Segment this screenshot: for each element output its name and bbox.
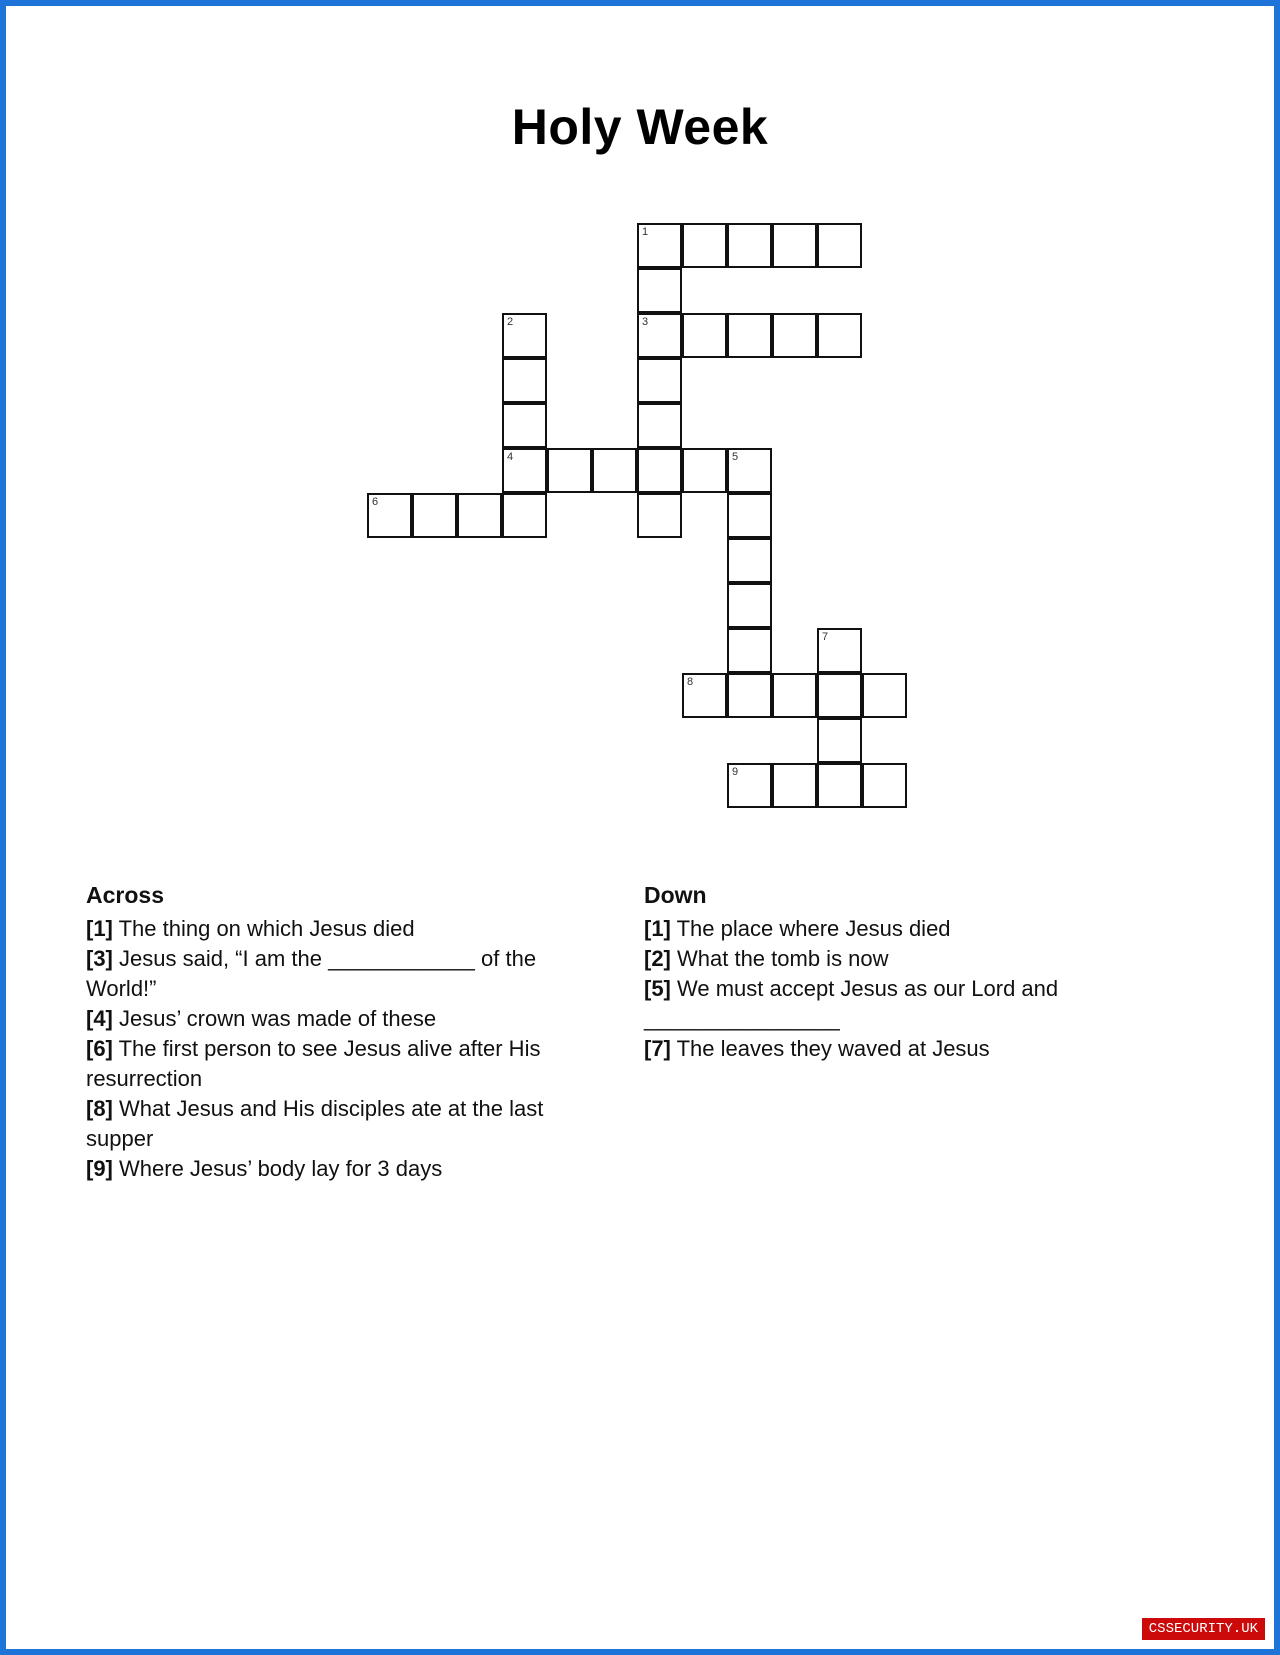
across-clue	[86, 1154, 586, 1184]
watermark: CSSECURITY.UK	[1141, 1617, 1266, 1641]
grid-cell[interactable]	[727, 223, 772, 268]
grid-cell[interactable]	[727, 763, 772, 808]
cell-number: 5	[732, 451, 739, 463]
cell-number: 6	[372, 496, 379, 508]
grid-cell[interactable]	[772, 673, 817, 718]
grid-cell[interactable]	[502, 493, 547, 538]
page-title: Holy Week	[511, 99, 769, 155]
clue-number: [3]	[86, 946, 113, 971]
cell-number: 1	[642, 226, 649, 238]
grid-cell[interactable]	[457, 493, 502, 538]
across-clue	[86, 944, 586, 1004]
grid-cell[interactable]	[817, 223, 862, 268]
cell-number: 9	[732, 766, 739, 778]
grid-cell[interactable]	[367, 493, 412, 538]
grid-cell[interactable]	[502, 448, 547, 493]
grid-cell[interactable]	[637, 493, 682, 538]
grid-cell[interactable]	[862, 673, 907, 718]
clue-number: [6]	[86, 1036, 113, 1061]
clue-text: Where Jesus’ body lay for 3 days	[112, 1156, 443, 1181]
down-clue	[644, 1034, 1104, 1064]
grid-cell[interactable]	[637, 268, 682, 313]
grid-cell[interactable]	[727, 448, 772, 493]
down-clue-list	[644, 914, 1104, 1064]
across-clue	[86, 914, 586, 944]
grid-cell[interactable]	[817, 313, 862, 358]
grid-cell[interactable]	[727, 493, 772, 538]
clue-text: The first person to see Jesus alive after His resurrection	[86, 1036, 541, 1091]
grid-cell[interactable]	[502, 403, 547, 448]
grid-cell[interactable]	[727, 538, 772, 583]
grid-cell[interactable]	[682, 223, 727, 268]
clue-text: What Jesus and His disciples ate at the last supper	[86, 1096, 544, 1151]
clue-text: The leaves they waved at Jesus	[670, 1036, 990, 1061]
down-heading: Down	[644, 882, 707, 908]
clue-number: [4]	[86, 1006, 113, 1031]
grid-cell[interactable]	[502, 358, 547, 403]
across-clue	[86, 1004, 586, 1034]
clue-text: The thing on which Jesus died	[112, 916, 415, 941]
clue-number: [1]	[644, 916, 671, 941]
cell-number: 2	[507, 316, 514, 328]
clue-text: The place where Jesus died	[670, 916, 951, 941]
grid-cell[interactable]	[772, 313, 817, 358]
grid-cell[interactable]	[502, 313, 547, 358]
cell-number: 3	[642, 316, 649, 328]
grid-cell[interactable]	[772, 763, 817, 808]
cell-number: 7	[822, 631, 829, 643]
clue-text: Jesus said, “I am the ____________ of the World!”	[86, 946, 537, 1001]
clue-text: What the tomb is now	[670, 946, 889, 971]
down-clue	[644, 974, 1104, 1034]
across-clue	[86, 1094, 586, 1154]
grid-cell[interactable]	[817, 628, 862, 673]
across-heading: Across	[86, 882, 164, 908]
grid-cell[interactable]	[637, 313, 682, 358]
clue-number: [7]	[644, 1036, 671, 1061]
grid-cell[interactable]	[727, 628, 772, 673]
clue-number: [1]	[86, 916, 113, 941]
down-clues	[644, 880, 1104, 1064]
grid-cell[interactable]	[637, 223, 682, 268]
across-clue	[86, 1034, 586, 1094]
grid-cell[interactable]	[547, 448, 592, 493]
clue-number: [9]	[86, 1156, 113, 1181]
grid-cell[interactable]	[817, 718, 862, 763]
down-clue	[644, 914, 1104, 944]
grid-cell[interactable]	[682, 313, 727, 358]
grid-cell[interactable]	[727, 673, 772, 718]
clue-number: [5]	[644, 976, 671, 1001]
clue-text: We must accept Jesus as our Lord and ________________	[644, 976, 1059, 1031]
grid-cell[interactable]	[637, 358, 682, 403]
clue-number: [2]	[644, 946, 671, 971]
clue-text: Jesus’ crown was made of these	[112, 1006, 437, 1031]
grid-cell[interactable]	[682, 448, 727, 493]
grid-cell[interactable]	[637, 448, 682, 493]
across-clue-list	[86, 914, 586, 1184]
cell-number: 4	[507, 451, 514, 463]
grid-cell[interactable]	[592, 448, 637, 493]
cell-number: 8	[687, 676, 694, 688]
grid-cell[interactable]	[817, 673, 862, 718]
across-clues	[86, 880, 586, 1184]
grid-cell[interactable]	[727, 583, 772, 628]
grid-cell[interactable]	[862, 763, 907, 808]
grid-cell[interactable]	[817, 763, 862, 808]
grid-cell[interactable]	[412, 493, 457, 538]
grid-cell[interactable]	[682, 673, 727, 718]
down-clue	[644, 944, 1104, 974]
grid-cell[interactable]	[727, 313, 772, 358]
grid-cell[interactable]	[637, 403, 682, 448]
clue-number: [8]	[86, 1096, 113, 1121]
grid-cell[interactable]	[772, 223, 817, 268]
